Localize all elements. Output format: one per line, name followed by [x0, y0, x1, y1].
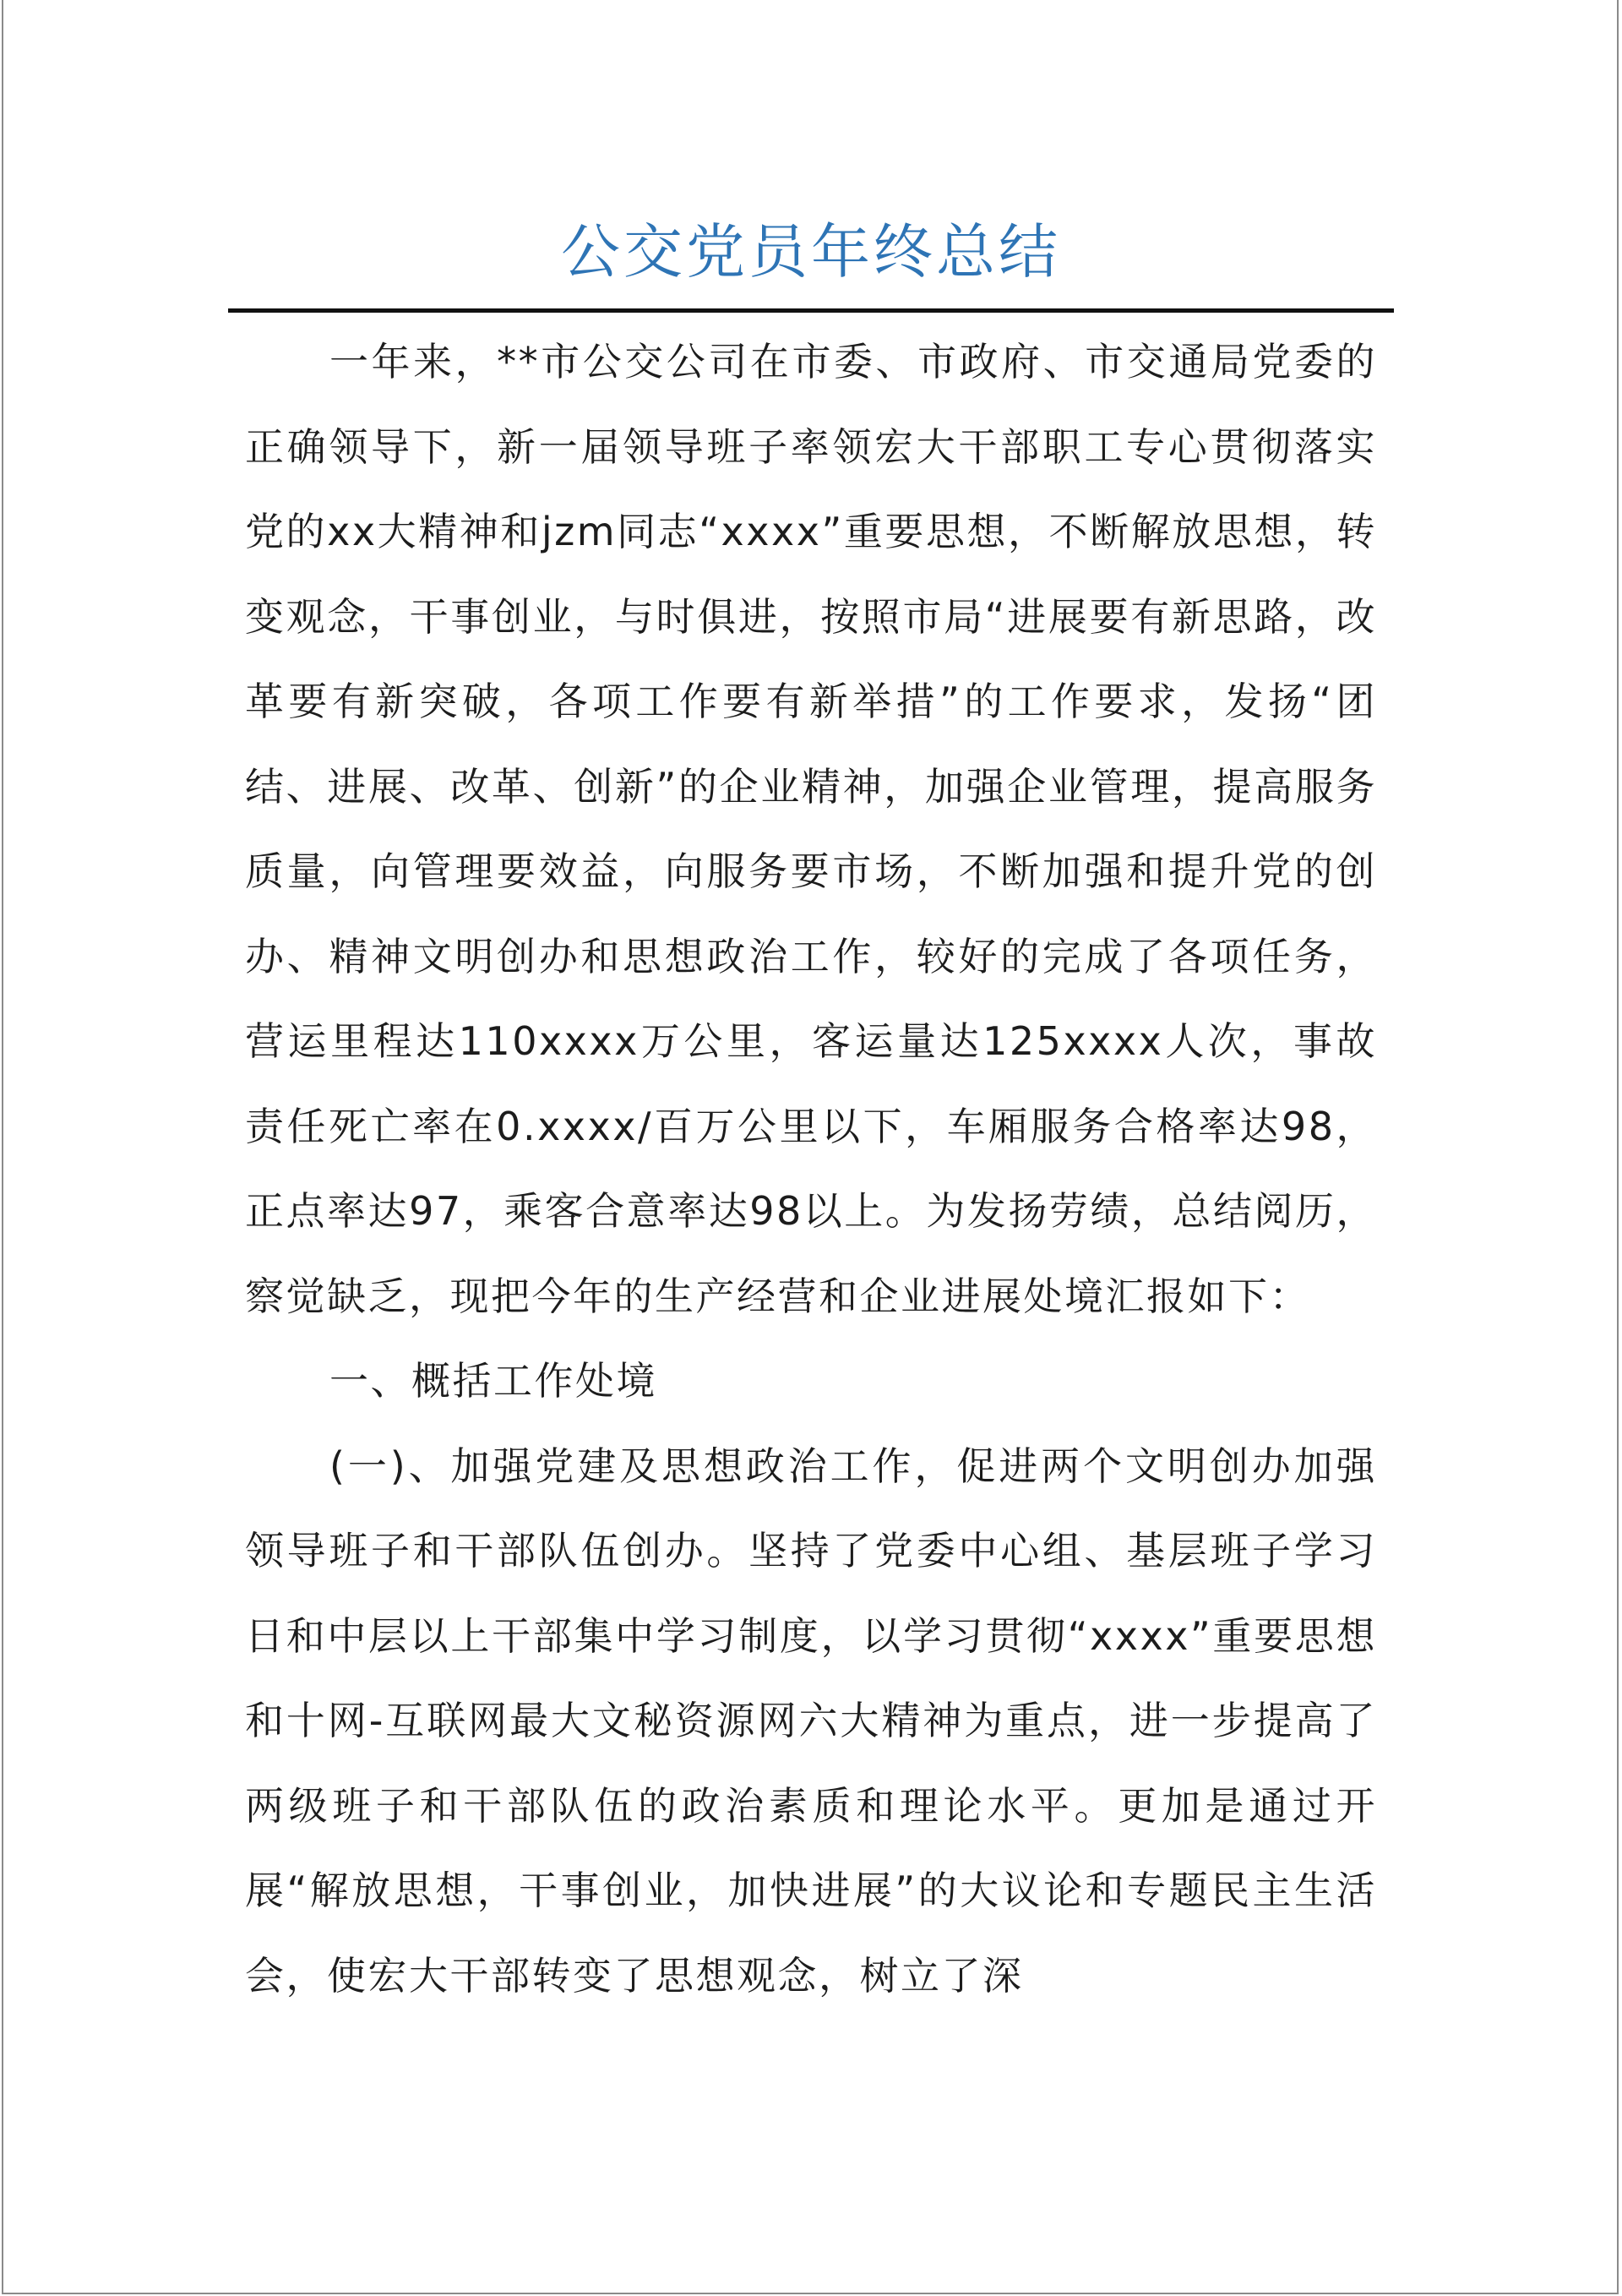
title-underline [228, 308, 1394, 313]
section-paragraph: (一)、加强党建及思想政治工作，促进两个文明创办加强领导班子和干部队伍创办。坚持了党委中心组、基层班子学习日和中层以上干部集中学习制度，以学习贯彻“xxxx”重要思想和十网-互联网最大文秘资源网六大精神为重点，进一步提高了两级班子和干部队伍的政治素质和理论水平。更加是通过开展“解放思想，干事创业，加快进展”的大议论和专题民主生活会，使宏大干部转变了思想观念，树立了深 [245, 1442, 1377, 1999]
section-heading: 一、概括工作处境 [329, 1358, 657, 1404]
document-body [245, 319, 1377, 2018]
document-title: 公交党员年终总结 [561, 217, 1061, 286]
intro-paragraph: 一年来，**市公交公司在市委、市政府、市交通局党委的正确领导下，新一届领导班子率领宏大干部职工专心贯彻落实党的xx大精神和jzm同志“xxxx”重要思想，不断解放思想，转变观念，干事创业，与时俱进，按照市局“进展要有新思路，改革要有新突破，各项工作要有新举措”的工作要求，发扬“团结、进展、改革、创新”的企业精神，加强企业管理，提高服务质量，向管理要效益，向服务要市场，不断加强和提升党的创办、精神文明创办和思想政治工作，较好的完成了各项任务，营运里程达110xxxx万公里，客运量达125xxxx人次，事故责任死亡率在0.xxxx/百万公里以下，车厢服务合格率达98，正点率达97，乘客合意率达98以上。为发扬劳绩，总结阅历，察觉缺乏，现把今年的生产经营和企业进展处境汇报如下： [245, 339, 1377, 1319]
